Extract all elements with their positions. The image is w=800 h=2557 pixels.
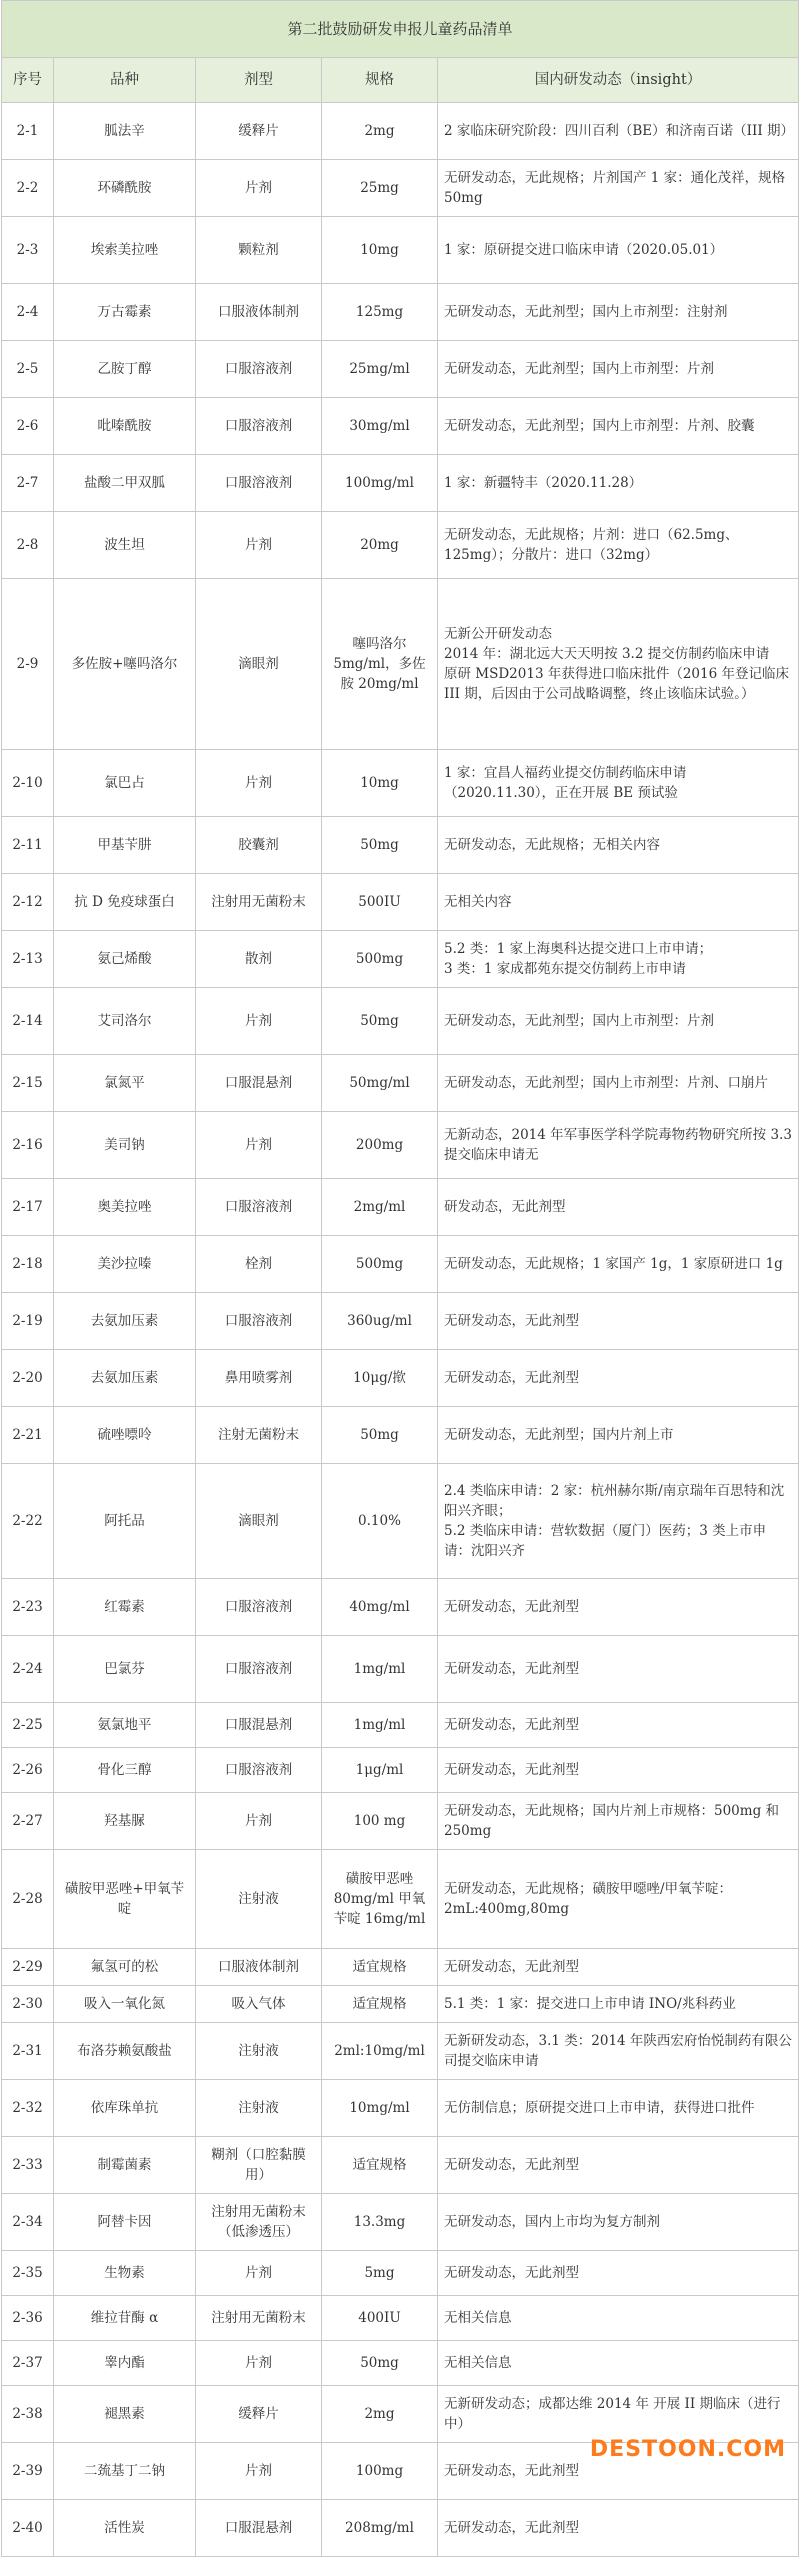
watermark-logo [590, 2437, 786, 2462]
cell-no: 2-26 [2, 1748, 54, 1793]
cell-form: 口服混悬剂 [196, 1703, 322, 1748]
cell-no: 2-39 [2, 2443, 54, 2500]
cell-spec: 100mg [322, 2443, 438, 2500]
cell-spec: 100mg/ml [322, 455, 438, 512]
cell-no: 2-19 [2, 1293, 54, 1350]
cell-insight: 无相关信息 [438, 2341, 799, 2386]
cell-name: 艾司洛尔 [54, 988, 196, 1055]
cell-no: 2-31 [2, 2023, 54, 2080]
cell-no: 2-8 [2, 512, 54, 579]
cell-insight: 无研发动态，无此剂型 [438, 1579, 799, 1636]
cell-spec: 500IU [322, 874, 438, 931]
cell-spec: 13.3mg [322, 2194, 438, 2251]
cell-form: 吸入气体 [196, 1986, 322, 2023]
cell-insight: 无研发动态，无此剂型；国内片剂上市 [438, 1407, 799, 1464]
cell-no: 2-28 [2, 1850, 54, 1949]
cell-no: 2-7 [2, 455, 54, 512]
cell-no: 2-38 [2, 2386, 54, 2443]
cell-name: 盐酸二甲双胍 [54, 455, 196, 512]
table-row [2, 1703, 799, 1748]
cell-insight: 研发动态，无此剂型 [438, 1179, 799, 1236]
table-row [2, 1112, 799, 1179]
cell-form: 口服混悬剂 [196, 2500, 322, 2557]
cell-spec: 50mg [322, 2341, 438, 2386]
cell-name: 氨氯地平 [54, 1703, 196, 1748]
cell-name: 阿替卡因 [54, 2194, 196, 2251]
cell-spec: 磺胺甲恶唑 80mg/ml 甲氧苄啶 16mg/ml [322, 1850, 438, 1949]
cell-name: 磺胺甲恶唑+甲氧苄啶 [54, 1850, 196, 1949]
cell-name: 去氨加压素 [54, 1293, 196, 1350]
cell-insight: 无研发动态，无此剂型；国内上市剂型：片剂、胶囊 [438, 398, 799, 455]
cell-insight: 无研发动态，无此规格；磺胺甲噁唑/甲氧苄啶：2mL:400mg,80mg [438, 1850, 799, 1949]
cell-form: 注射无菌粉末 [196, 1407, 322, 1464]
cell-no: 2-3 [2, 217, 54, 284]
cell-form: 片剂 [196, 1112, 322, 1179]
cell-no: 2-14 [2, 988, 54, 1055]
cell-name: 万古霉素 [54, 284, 196, 341]
table-row [2, 2341, 799, 2386]
cell-spec: 1mg/ml [322, 1703, 438, 1748]
cell-insight: 无新动态，2014 年军事医学科学院毒物药物研究所按 3.3 提交临床申请无 [438, 1112, 799, 1179]
table-row [2, 988, 799, 1055]
cell-insight: 5.1 类：1 家：提交进口上市申请 INO/兆科药业 [438, 1986, 799, 2023]
cell-spec: 500mg [322, 931, 438, 988]
table-header-row [2, 58, 799, 103]
cell-form: 口服溶液剂 [196, 1179, 322, 1236]
table-row [2, 2500, 799, 2557]
cell-insight: 无研发动态，无此规格；片剂国产 1 家：通化茂祥，规格 50mg [438, 160, 799, 217]
cell-spec: 1mg/ml [322, 1636, 438, 1703]
table-row [2, 2251, 799, 2296]
cell-no: 2-17 [2, 1179, 54, 1236]
cell-form: 口服溶液剂 [196, 1579, 322, 1636]
cell-insight: 1 家：新疆特丰（2020.11.28） [438, 455, 799, 512]
cell-name: 维拉苷酶 α [54, 2296, 196, 2341]
cell-form: 鼻用喷雾剂 [196, 1350, 322, 1407]
cell-name: 阿托品 [54, 1464, 196, 1579]
cell-form: 片剂 [196, 1793, 322, 1850]
cell-form: 注射液 [196, 2080, 322, 2137]
cell-spec: 360ug/ml [322, 1293, 438, 1350]
cell-spec: 25mg [322, 160, 438, 217]
cell-no: 2-6 [2, 398, 54, 455]
table-row [2, 1293, 799, 1350]
cell-name: 睾内酯 [54, 2341, 196, 2386]
table-row [2, 1986, 799, 2023]
cell-no: 2-10 [2, 750, 54, 817]
cell-form: 糊剂（口腔黏膜用） [196, 2137, 322, 2194]
cell-form: 口服溶液剂 [196, 455, 322, 512]
cell-form: 颗粒剂 [196, 217, 322, 284]
cell-name: 氯巴占 [54, 750, 196, 817]
table-row [2, 1464, 799, 1579]
table-title: 第二批鼓励研发申报儿童药品清单 [2, 1, 799, 58]
cell-insight: 无仿制信息；原研提交进口上市申请，获得进口批件 [438, 2080, 799, 2137]
table-row [2, 103, 799, 160]
cell-name: 骨化三醇 [54, 1748, 196, 1793]
cell-spec: 2mg [322, 2386, 438, 2443]
cell-form: 口服液体制剂 [196, 284, 322, 341]
cell-insight: 2.4 类临床申请：2 家：杭州赫尔斯/南京瑞年百思特和沈阳兴齐眼； 5.2 类临床申请：营软数据（厦门）医药；3 类上市申请：沈阳兴齐 [438, 1464, 799, 1579]
cell-insight: 无研发动态，无此剂型 [438, 1350, 799, 1407]
cell-no: 2-9 [2, 579, 54, 750]
cell-no: 2-20 [2, 1350, 54, 1407]
cell-form: 口服溶液剂 [196, 1293, 322, 1350]
header-name: 品种 [54, 58, 196, 103]
cell-name: 多佐胺+噻吗洛尔 [54, 579, 196, 750]
cell-spec: 5mg [322, 2251, 438, 2296]
cell-spec: 400IU [322, 2296, 438, 2341]
cell-name: 波生坦 [54, 512, 196, 579]
cell-name: 甲基苄肼 [54, 817, 196, 874]
header-form: 剂型 [196, 58, 322, 103]
watermark-suffix: .COM [716, 2437, 786, 2462]
cell-spec: 10mg [322, 217, 438, 284]
cell-no: 2-16 [2, 1112, 54, 1179]
cell-spec: 噻吗洛尔 5mg/ml，多佐胺 20mg/ml [322, 579, 438, 750]
cell-spec: 2mg [322, 103, 438, 160]
cell-no: 2-4 [2, 284, 54, 341]
table-row [2, 750, 799, 817]
table-row [2, 1636, 799, 1703]
cell-insight: 无研发动态，无此剂型；国内上市剂型：注射剂 [438, 284, 799, 341]
table-row [2, 1236, 799, 1293]
cell-insight: 1 家：宜昌人福药业提交仿制药临床申请（2020.11.30），正在开展 BE 预试验 [438, 750, 799, 817]
cell-insight: 无研发动态，无此剂型 [438, 1636, 799, 1703]
cell-no: 2-30 [2, 1986, 54, 2023]
table-row [2, 160, 799, 217]
cell-name: 生物素 [54, 2251, 196, 2296]
cell-no: 2-13 [2, 931, 54, 988]
table-row [2, 2023, 799, 2080]
cell-name: 抗 D 免疫球蛋白 [54, 874, 196, 931]
cell-form: 滴眼剂 [196, 579, 322, 750]
table-row [2, 931, 799, 988]
cell-insight: 无研发动态，国内上市均为复方制剂 [438, 2194, 799, 2251]
cell-name: 羟基脲 [54, 1793, 196, 1850]
cell-name: 制霉菌素 [54, 2137, 196, 2194]
cell-insight: 1 家：原研提交进口临床申请（2020.05.01） [438, 217, 799, 284]
cell-name: 巴氯芬 [54, 1636, 196, 1703]
cell-insight: 无研发动态，无此剂型；国内上市剂型：片剂、口崩片 [438, 1055, 799, 1112]
cell-no: 2-40 [2, 2500, 54, 2557]
cell-spec: 2mg/ml [322, 1179, 438, 1236]
table-row [2, 1055, 799, 1112]
cell-spec: 适宜规格 [322, 1949, 438, 1986]
cell-spec: 200mg [322, 1112, 438, 1179]
cell-name: 布洛芬赖氨酸盐 [54, 2023, 196, 2080]
cell-spec: 50mg [322, 817, 438, 874]
cell-form: 注射用无菌粉末 [196, 874, 322, 931]
cell-no: 2-2 [2, 160, 54, 217]
cell-form: 注射液 [196, 1850, 322, 1949]
table-row [2, 1850, 799, 1949]
header-spec: 规格 [322, 58, 438, 103]
cell-insight: 无研发动态，无此剂型 [438, 2443, 799, 2500]
cell-form: 片剂 [196, 2443, 322, 2500]
cell-insight: 无研发动态，无此规格；国内片剂上市规格：500mg 和 250mg [438, 1793, 799, 1850]
cell-insight: 无研发动态，无此剂型 [438, 1748, 799, 1793]
cell-spec: 125mg [322, 284, 438, 341]
table-row [2, 284, 799, 341]
cell-insight: 无研发动态，无此剂型 [438, 2137, 799, 2194]
cell-insight: 无研发动态，无此规格；无相关内容 [438, 817, 799, 874]
cell-spec: 适宜规格 [322, 1986, 438, 2023]
cell-spec: 20mg [322, 512, 438, 579]
table-row [2, 817, 799, 874]
cell-insight: 无研发动态，无此规格；片剂：进口（62.5mg、125mg）；分散片：进口（32mg） [438, 512, 799, 579]
table-row [2, 2296, 799, 2341]
cell-form: 注射用无菌粉末（低渗透压） [196, 2194, 322, 2251]
cell-insight: 无研发动态，无此剂型 [438, 2251, 799, 2296]
cell-insight: 无新研发动态，3.1 类：2014 年陕西宏府怡悦制药有限公司提交临床申请 [438, 2023, 799, 2080]
table-row [2, 1350, 799, 1407]
cell-spec: 2ml:10mg/ml [322, 2023, 438, 2080]
cell-no: 2-36 [2, 2296, 54, 2341]
watermark-text: DESTOON [589, 2437, 717, 2462]
cell-no: 2-35 [2, 2251, 54, 2296]
cell-spec: 50mg [322, 1407, 438, 1464]
table-row [2, 1793, 799, 1850]
cell-form: 栓剂 [196, 1236, 322, 1293]
cell-name: 乙胺丁醇 [54, 341, 196, 398]
cell-name: 美沙拉嗪 [54, 1236, 196, 1293]
cell-no: 2-5 [2, 341, 54, 398]
cell-name: 美司钠 [54, 1112, 196, 1179]
header-no: 序号 [2, 58, 54, 103]
cell-name: 氟氢可的松 [54, 1949, 196, 1986]
cell-no: 2-21 [2, 1407, 54, 1464]
cell-form: 胶囊剂 [196, 817, 322, 874]
cell-no: 2-27 [2, 1793, 54, 1850]
cell-insight: 5.2 类：1 家上海奥科达提交进口上市申请； 3 类：1 家成都苑东提交仿制药上市申请 [438, 931, 799, 988]
cell-form: 片剂 [196, 988, 322, 1055]
cell-form: 缓释片 [196, 2386, 322, 2443]
cell-form: 口服溶液剂 [196, 1748, 322, 1793]
cell-no: 2-32 [2, 2080, 54, 2137]
table-row [2, 2194, 799, 2251]
cell-form: 散剂 [196, 931, 322, 988]
cell-no: 2-12 [2, 874, 54, 931]
cell-name: 氨己烯酸 [54, 931, 196, 988]
cell-no: 2-15 [2, 1055, 54, 1112]
cell-form: 片剂 [196, 750, 322, 817]
cell-insight: 无研发动态，无此剂型；国内上市剂型：片剂 [438, 341, 799, 398]
table-row [2, 1179, 799, 1236]
cell-name: 去氨加压素 [54, 1350, 196, 1407]
cell-no: 2-23 [2, 1579, 54, 1636]
cell-insight: 无相关信息 [438, 2296, 799, 2341]
cell-spec: 40mg/ml [322, 1579, 438, 1636]
cell-no: 2-29 [2, 1949, 54, 1986]
cell-no: 2-25 [2, 1703, 54, 1748]
cell-spec: 50mg/ml [322, 1055, 438, 1112]
cell-name: 红霉素 [54, 1579, 196, 1636]
cell-spec: 10μg/揿 [322, 1350, 438, 1407]
drug-list-table [1, 0, 799, 2557]
cell-name: 硫唑嘌呤 [54, 1407, 196, 1464]
cell-name: 环磷酰胺 [54, 160, 196, 217]
cell-insight: 2 家临床研究阶段：四川百利（BE）和济南百诺（III 期） [438, 103, 799, 160]
cell-spec: 1μg/ml [322, 1748, 438, 1793]
cell-insight: 无新研发动态；成都达维 2014 年 开展 II 期临床（进行中） [438, 2386, 799, 2443]
cell-name: 褪黑素 [54, 2386, 196, 2443]
cell-form: 注射用无菌粉末 [196, 2296, 322, 2341]
cell-name: 活性炭 [54, 2500, 196, 2557]
cell-name: 二巯基丁二钠 [54, 2443, 196, 2500]
table-row [2, 1407, 799, 1464]
table-row [2, 1579, 799, 1636]
cell-spec: 10mg [322, 750, 438, 817]
cell-no: 2-18 [2, 1236, 54, 1293]
cell-form: 滴眼剂 [196, 1464, 322, 1579]
cell-spec: 208mg/ml [322, 2500, 438, 2557]
cell-form: 片剂 [196, 2341, 322, 2386]
cell-spec: 25mg/ml [322, 341, 438, 398]
cell-form: 片剂 [196, 160, 322, 217]
cell-form: 口服溶液剂 [196, 341, 322, 398]
cell-no: 2-37 [2, 2341, 54, 2386]
cell-no: 2-34 [2, 2194, 54, 2251]
cell-no: 2-11 [2, 817, 54, 874]
cell-spec: 100 mg [322, 1793, 438, 1850]
cell-no: 2-33 [2, 2137, 54, 2194]
cell-form: 口服溶液剂 [196, 398, 322, 455]
cell-form: 片剂 [196, 512, 322, 579]
cell-spec: 10mg/ml [322, 2080, 438, 2137]
cell-spec: 0.10% [322, 1464, 438, 1579]
table-row [2, 1748, 799, 1793]
table-row [2, 1949, 799, 1986]
table-row [2, 455, 799, 512]
cell-insight: 无新公开研发动态 2014 年：湖北远大天天明按 3.2 提交仿制药临床申请 原研 MSD2013 年获得进口临床批件（2016 年登记临床 III 期，后因由于公司战略调整，终止该临床试验。） [438, 579, 799, 750]
cell-name: 埃索美拉唑 [54, 217, 196, 284]
table-row [2, 2080, 799, 2137]
table-row [2, 874, 799, 931]
table-row [2, 217, 799, 284]
cell-form: 注射液 [196, 2023, 322, 2080]
cell-spec: 50mg [322, 988, 438, 1055]
cell-name: 氯氮平 [54, 1055, 196, 1112]
cell-form: 口服溶液剂 [196, 1636, 322, 1703]
table-row [2, 2386, 799, 2443]
cell-name: 吡嗪酰胺 [54, 398, 196, 455]
cell-name: 奥美拉唑 [54, 1179, 196, 1236]
cell-form: 口服液体制剂 [196, 1949, 322, 1986]
cell-spec: 500mg [322, 1236, 438, 1293]
cell-spec: 30mg/ml [322, 398, 438, 455]
cell-name: 吸入一氧化氮 [54, 1986, 196, 2023]
cell-form: 缓释片 [196, 103, 322, 160]
cell-insight: 无研发动态，无此剂型；国内上市剂型：片剂 [438, 988, 799, 1055]
cell-form: 口服混悬剂 [196, 1055, 322, 1112]
cell-insight: 无相关内容 [438, 874, 799, 931]
cell-no: 2-22 [2, 1464, 54, 1579]
cell-form: 片剂 [196, 2251, 322, 2296]
cell-no: 2-1 [2, 103, 54, 160]
cell-name: 依库珠单抗 [54, 2080, 196, 2137]
cell-spec: 适宜规格 [322, 2137, 438, 2194]
table-row [2, 579, 799, 750]
table-row [2, 341, 799, 398]
cell-insight: 无研发动态，无此规格；1 家国产 1g，1 家原研进口 1g [438, 1236, 799, 1293]
cell-no: 2-24 [2, 1636, 54, 1703]
cell-insight: 无研发动态，无此剂型 [438, 1949, 799, 1986]
table-row [2, 512, 799, 579]
cell-insight: 无研发动态，无此剂型 [438, 2500, 799, 2557]
header-insight: 国内研发动态（insight） [438, 58, 799, 103]
table-row [2, 398, 799, 455]
table-row [2, 2137, 799, 2194]
table-title-row [2, 1, 799, 58]
cell-insight: 无研发动态，无此剂型 [438, 1293, 799, 1350]
table-body [2, 103, 799, 2557]
cell-insight: 无研发动态，无此剂型 [438, 1703, 799, 1748]
cell-name: 胍法辛 [54, 103, 196, 160]
